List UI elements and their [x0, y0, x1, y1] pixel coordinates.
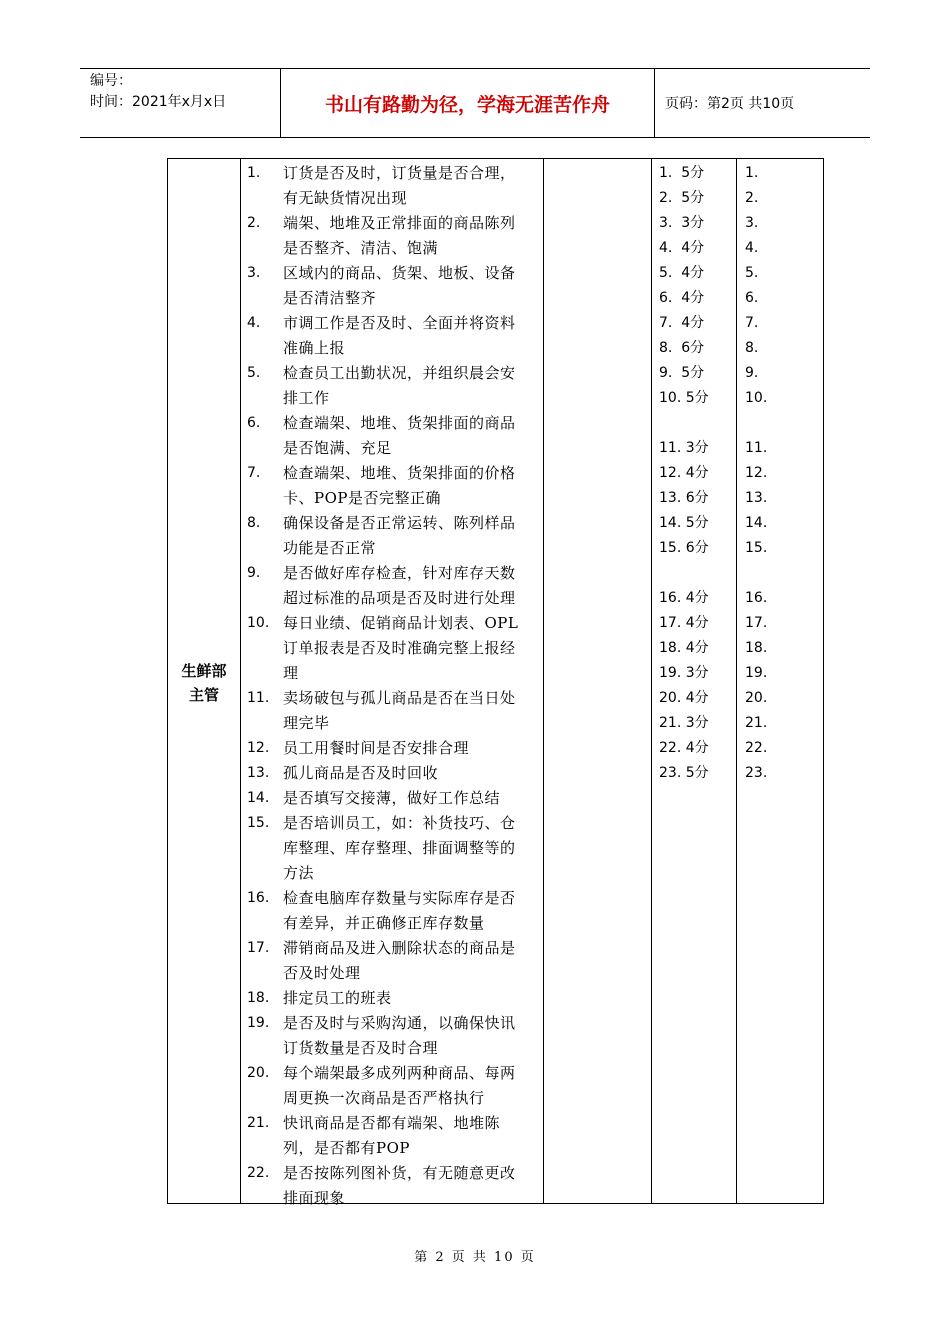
score-entry — [659, 411, 739, 436]
check-item-number — [247, 386, 283, 411]
check-item-text: 是否做好库存检查，针对库存天数 — [283, 564, 516, 582]
page-footer: 第 2 页 共 10 页 — [414, 1250, 536, 1265]
check-item-line — [247, 486, 542, 511]
check-item-text: 每个端架最多成列两种商品、每两 — [283, 1064, 516, 1082]
mark-entry: 12. — [745, 465, 768, 481]
check-item-line — [247, 1186, 542, 1211]
check-item-text: 是否整齐、清洁、饱满 — [283, 239, 439, 257]
page-header — [80, 68, 870, 138]
check-item-number: 17. — [247, 940, 270, 956]
check-item-number — [247, 1136, 283, 1161]
check-item-line — [247, 286, 542, 311]
score-entry: 13. 6分 — [659, 490, 709, 506]
check-item-line — [247, 361, 542, 386]
mark-entry: 21. — [745, 715, 768, 731]
score-entry: 18. 4分 — [659, 640, 709, 656]
score-entry: 8. 6分 — [659, 340, 705, 356]
check-item-text: 区域内的商品、货架、地板、设备 — [283, 264, 516, 282]
check-item-text: 功能是否正常 — [283, 539, 377, 557]
check-item-line — [247, 811, 542, 836]
check-item-line — [247, 536, 542, 561]
score-entry: 12. 4分 — [659, 465, 709, 481]
check-item-line — [247, 1136, 542, 1161]
check-item-line — [247, 386, 542, 411]
check-item-line — [247, 311, 542, 336]
header-motto: 书山有路勤为径，学海无涯苦作舟 — [324, 93, 610, 116]
check-item-text: 市调工作是否及时、全面并将资料 — [283, 314, 516, 332]
check-item-line — [247, 436, 542, 461]
check-item-line — [247, 761, 542, 786]
check-item-number: 20. — [247, 1065, 270, 1081]
check-item-number — [247, 861, 283, 886]
score-entry: 10. 5分 — [659, 390, 709, 406]
check-item-text: 方法 — [283, 864, 315, 882]
check-items-list — [247, 161, 542, 1211]
mark-entry: 7. — [745, 315, 759, 331]
score-entry: 15. 6分 — [659, 540, 709, 556]
check-item-number — [247, 586, 283, 611]
checklist-table — [167, 158, 824, 1207]
mark-entry: 11. — [745, 440, 768, 456]
check-item-text: 是否培训员工，如：补货技巧、仓 — [283, 814, 516, 832]
check-item-line — [247, 236, 542, 261]
check-item-line — [247, 1111, 542, 1136]
header-meta — [90, 71, 226, 113]
score-entry: 16. 4分 — [659, 590, 709, 606]
check-item-number — [247, 661, 283, 686]
check-item-text: 孤儿商品是否及时回收 — [283, 764, 439, 782]
score-entry: 6. 4分 — [659, 290, 705, 306]
check-item-number — [247, 1186, 283, 1211]
mark-entry: 17. — [745, 615, 768, 631]
check-item-text: 周更换一次商品是否严格执行 — [283, 1089, 485, 1107]
check-item-number — [247, 486, 283, 511]
number-label: 编号： — [90, 73, 132, 89]
check-item-text: 库整理、库存整理、排面调整等的 — [283, 839, 516, 857]
check-item-text: 有差异，并正确修正库存数量 — [283, 914, 485, 932]
check-item-text: 每日业绩、促销商品计划表、OPL — [283, 614, 519, 632]
check-item-line — [247, 1161, 542, 1186]
check-item-line — [247, 836, 542, 861]
score-entry: 1. 5分 — [659, 165, 705, 181]
check-item-number: 18. — [247, 990, 270, 1006]
score-entry — [659, 561, 739, 586]
check-item-text: 检查员工出勤状况，并组织晨会安 — [283, 364, 516, 382]
column-divider — [543, 159, 544, 1203]
mark-column — [745, 161, 815, 786]
check-item-number — [247, 336, 283, 361]
check-item-text: 订单报表是否及时准确完整上报经 — [283, 639, 516, 657]
check-item-text: 准确上报 — [283, 339, 346, 357]
mark-entry: 19. — [745, 665, 768, 681]
mark-entry: 5. — [745, 265, 759, 281]
check-item-text: 是否填写交接薄，做好工作总结 — [283, 789, 501, 807]
role-label-line1: 生鲜部 — [181, 662, 227, 680]
check-item-text: 快讯商品是否都有端架、地堆陈 — [283, 1114, 501, 1132]
check-item-number — [247, 911, 283, 936]
mark-entry: 16. — [745, 590, 768, 606]
check-item-text: 端架、地堆及正常排面的商品陈列 — [283, 214, 516, 232]
score-column — [659, 161, 739, 786]
check-item-line — [247, 936, 542, 961]
header-page-info: 页码：第2页 共10页 — [665, 96, 795, 112]
score-entry: 3. 3分 — [659, 215, 705, 231]
check-item-number: 22. — [247, 1165, 270, 1181]
check-item-number: 16. — [247, 890, 270, 906]
check-item-line — [247, 161, 542, 186]
check-item-line — [247, 411, 542, 436]
check-item-line — [247, 736, 542, 761]
score-entry: 22. 4分 — [659, 740, 709, 756]
check-item-line — [247, 1086, 542, 1111]
check-item-line — [247, 186, 542, 211]
score-entry: 2. 5分 — [659, 190, 705, 206]
check-item-text: 是否饱满、充足 — [283, 439, 392, 457]
check-item-line — [247, 336, 542, 361]
mark-entry: 9. — [745, 365, 759, 381]
check-item-number: 19. — [247, 1015, 270, 1031]
check-item-text: 是否清洁整齐 — [283, 289, 377, 307]
mark-entry: 8. — [745, 340, 759, 356]
check-item-number: 21. — [247, 1115, 270, 1131]
check-item-text: 确保设备是否正常运转、陈列样品 — [283, 514, 516, 532]
check-item-number — [247, 711, 283, 736]
check-item-text: 订货是否及时，订货量是否合理， — [283, 164, 516, 182]
check-item-number — [247, 236, 283, 261]
score-entry: 5. 4分 — [659, 265, 705, 281]
check-item-line — [247, 586, 542, 611]
check-item-text: 检查端架、地堆、货架排面的商品 — [283, 414, 516, 432]
check-item-number — [247, 636, 283, 661]
check-item-line — [247, 1036, 542, 1061]
check-item-line — [247, 1011, 542, 1036]
score-entry: 9. 5分 — [659, 365, 705, 381]
mark-entry: 10. — [745, 390, 768, 406]
check-item-number: 6. — [247, 415, 261, 431]
time-label: 时间：2021年x月x日 — [90, 94, 227, 110]
score-entry: 21. 3分 — [659, 715, 709, 731]
check-item-number: 13. — [247, 765, 270, 781]
check-item-text: 排工作 — [283, 389, 330, 407]
check-item-line — [247, 911, 542, 936]
check-item-number: 14. — [247, 790, 270, 806]
role-label-line2: 主管 — [188, 686, 219, 704]
mark-entry: 22. — [745, 740, 768, 756]
check-item-text: 员工用餐时间是否安排合理 — [283, 739, 470, 757]
check-item-text: 列，是否都有POP — [283, 1139, 410, 1157]
check-item-text: 检查电脑库存数量与实际库存是否 — [283, 889, 516, 907]
check-item-text: 卡、POP是否完整正确 — [283, 489, 441, 507]
check-item-number: 2. — [247, 215, 261, 231]
check-item-text: 卖场破包与孤儿商品是否在当日处 — [283, 689, 516, 707]
check-item-number: 9. — [247, 565, 261, 581]
check-item-text: 滞销商品及进入删除状态的商品是 — [283, 939, 516, 957]
check-item-text: 理 — [283, 664, 299, 682]
check-item-number: 7. — [247, 465, 261, 481]
check-item-line — [247, 986, 542, 1011]
check-item-text: 理完毕 — [283, 714, 330, 732]
mark-entry: 4. — [745, 240, 759, 256]
mark-entry — [745, 411, 815, 436]
check-item-number: 11. — [247, 690, 270, 706]
mark-entry: 6. — [745, 290, 759, 306]
check-item-line — [247, 861, 542, 886]
check-item-number: 5. — [247, 365, 261, 381]
check-item-number — [247, 1036, 283, 1061]
score-entry: 17. 4分 — [659, 615, 709, 631]
check-item-text: 有无缺货情况出现 — [283, 189, 408, 207]
check-item-number — [247, 186, 283, 211]
check-item-text: 订货数量是否及时合理 — [283, 1039, 439, 1057]
check-item-number — [247, 836, 283, 861]
score-entry: 4. 4分 — [659, 240, 705, 256]
check-item-number: 1. — [247, 165, 261, 181]
check-item-line — [247, 661, 542, 686]
score-entry: 14. 5分 — [659, 515, 709, 531]
score-entry: 7. 4分 — [659, 315, 705, 331]
score-entry: 11. 3分 — [659, 440, 709, 456]
mark-entry: 23. — [745, 765, 768, 781]
check-item-line — [247, 636, 542, 661]
mark-entry: 18. — [745, 640, 768, 656]
mark-entry: 20. — [745, 690, 768, 706]
check-item-line — [247, 511, 542, 536]
check-item-number: 8. — [247, 515, 261, 531]
check-item-number: 12. — [247, 740, 270, 756]
score-entry: 20. 4分 — [659, 690, 709, 706]
mark-entry: 13. — [745, 490, 768, 506]
score-entry: 19. 3分 — [659, 665, 709, 681]
check-item-number: 10. — [247, 615, 270, 631]
check-item-line — [247, 461, 542, 486]
check-item-text: 排定员工的班表 — [283, 989, 392, 1007]
mark-entry — [745, 561, 815, 586]
check-item-text: 排面现象 — [283, 1189, 346, 1207]
check-item-text: 是否按陈列图补货，有无随意更改 — [283, 1164, 516, 1182]
check-item-text: 超过标准的品项是否及时进行处理 — [283, 589, 516, 607]
column-divider — [240, 159, 241, 1203]
mark-entry: 3. — [745, 215, 759, 231]
column-divider — [651, 159, 652, 1203]
check-item-number: 4. — [247, 315, 261, 331]
check-item-line — [247, 961, 542, 986]
check-item-number — [247, 286, 283, 311]
check-item-text: 是否及时与采购沟通，以确保快讯 — [283, 1014, 516, 1032]
check-item-number — [247, 436, 283, 461]
check-item-number — [247, 536, 283, 561]
check-item-line — [247, 711, 542, 736]
check-item-line — [247, 886, 542, 911]
mark-entry: 1. — [745, 165, 759, 181]
check-item-text: 否及时处理 — [283, 964, 361, 982]
check-item-line — [247, 261, 542, 286]
score-entry: 23. 5分 — [659, 765, 709, 781]
check-item-number — [247, 1086, 283, 1111]
check-item-line — [247, 561, 542, 586]
mark-entry: 15. — [745, 540, 768, 556]
check-item-line — [247, 786, 542, 811]
header-divider — [654, 69, 655, 137]
check-item-line — [247, 686, 542, 711]
mark-entry: 2. — [745, 190, 759, 206]
check-item-number: 3. — [247, 265, 261, 281]
check-item-number: 15. — [247, 815, 270, 831]
check-item-number — [247, 961, 283, 986]
role-cell — [168, 659, 240, 707]
check-item-text: 检查端架、地堆、货架排面的价格 — [283, 464, 516, 482]
check-item-line — [247, 1061, 542, 1086]
mark-entry: 14. — [745, 515, 768, 531]
check-item-line — [247, 211, 542, 236]
check-item-line — [247, 611, 542, 636]
